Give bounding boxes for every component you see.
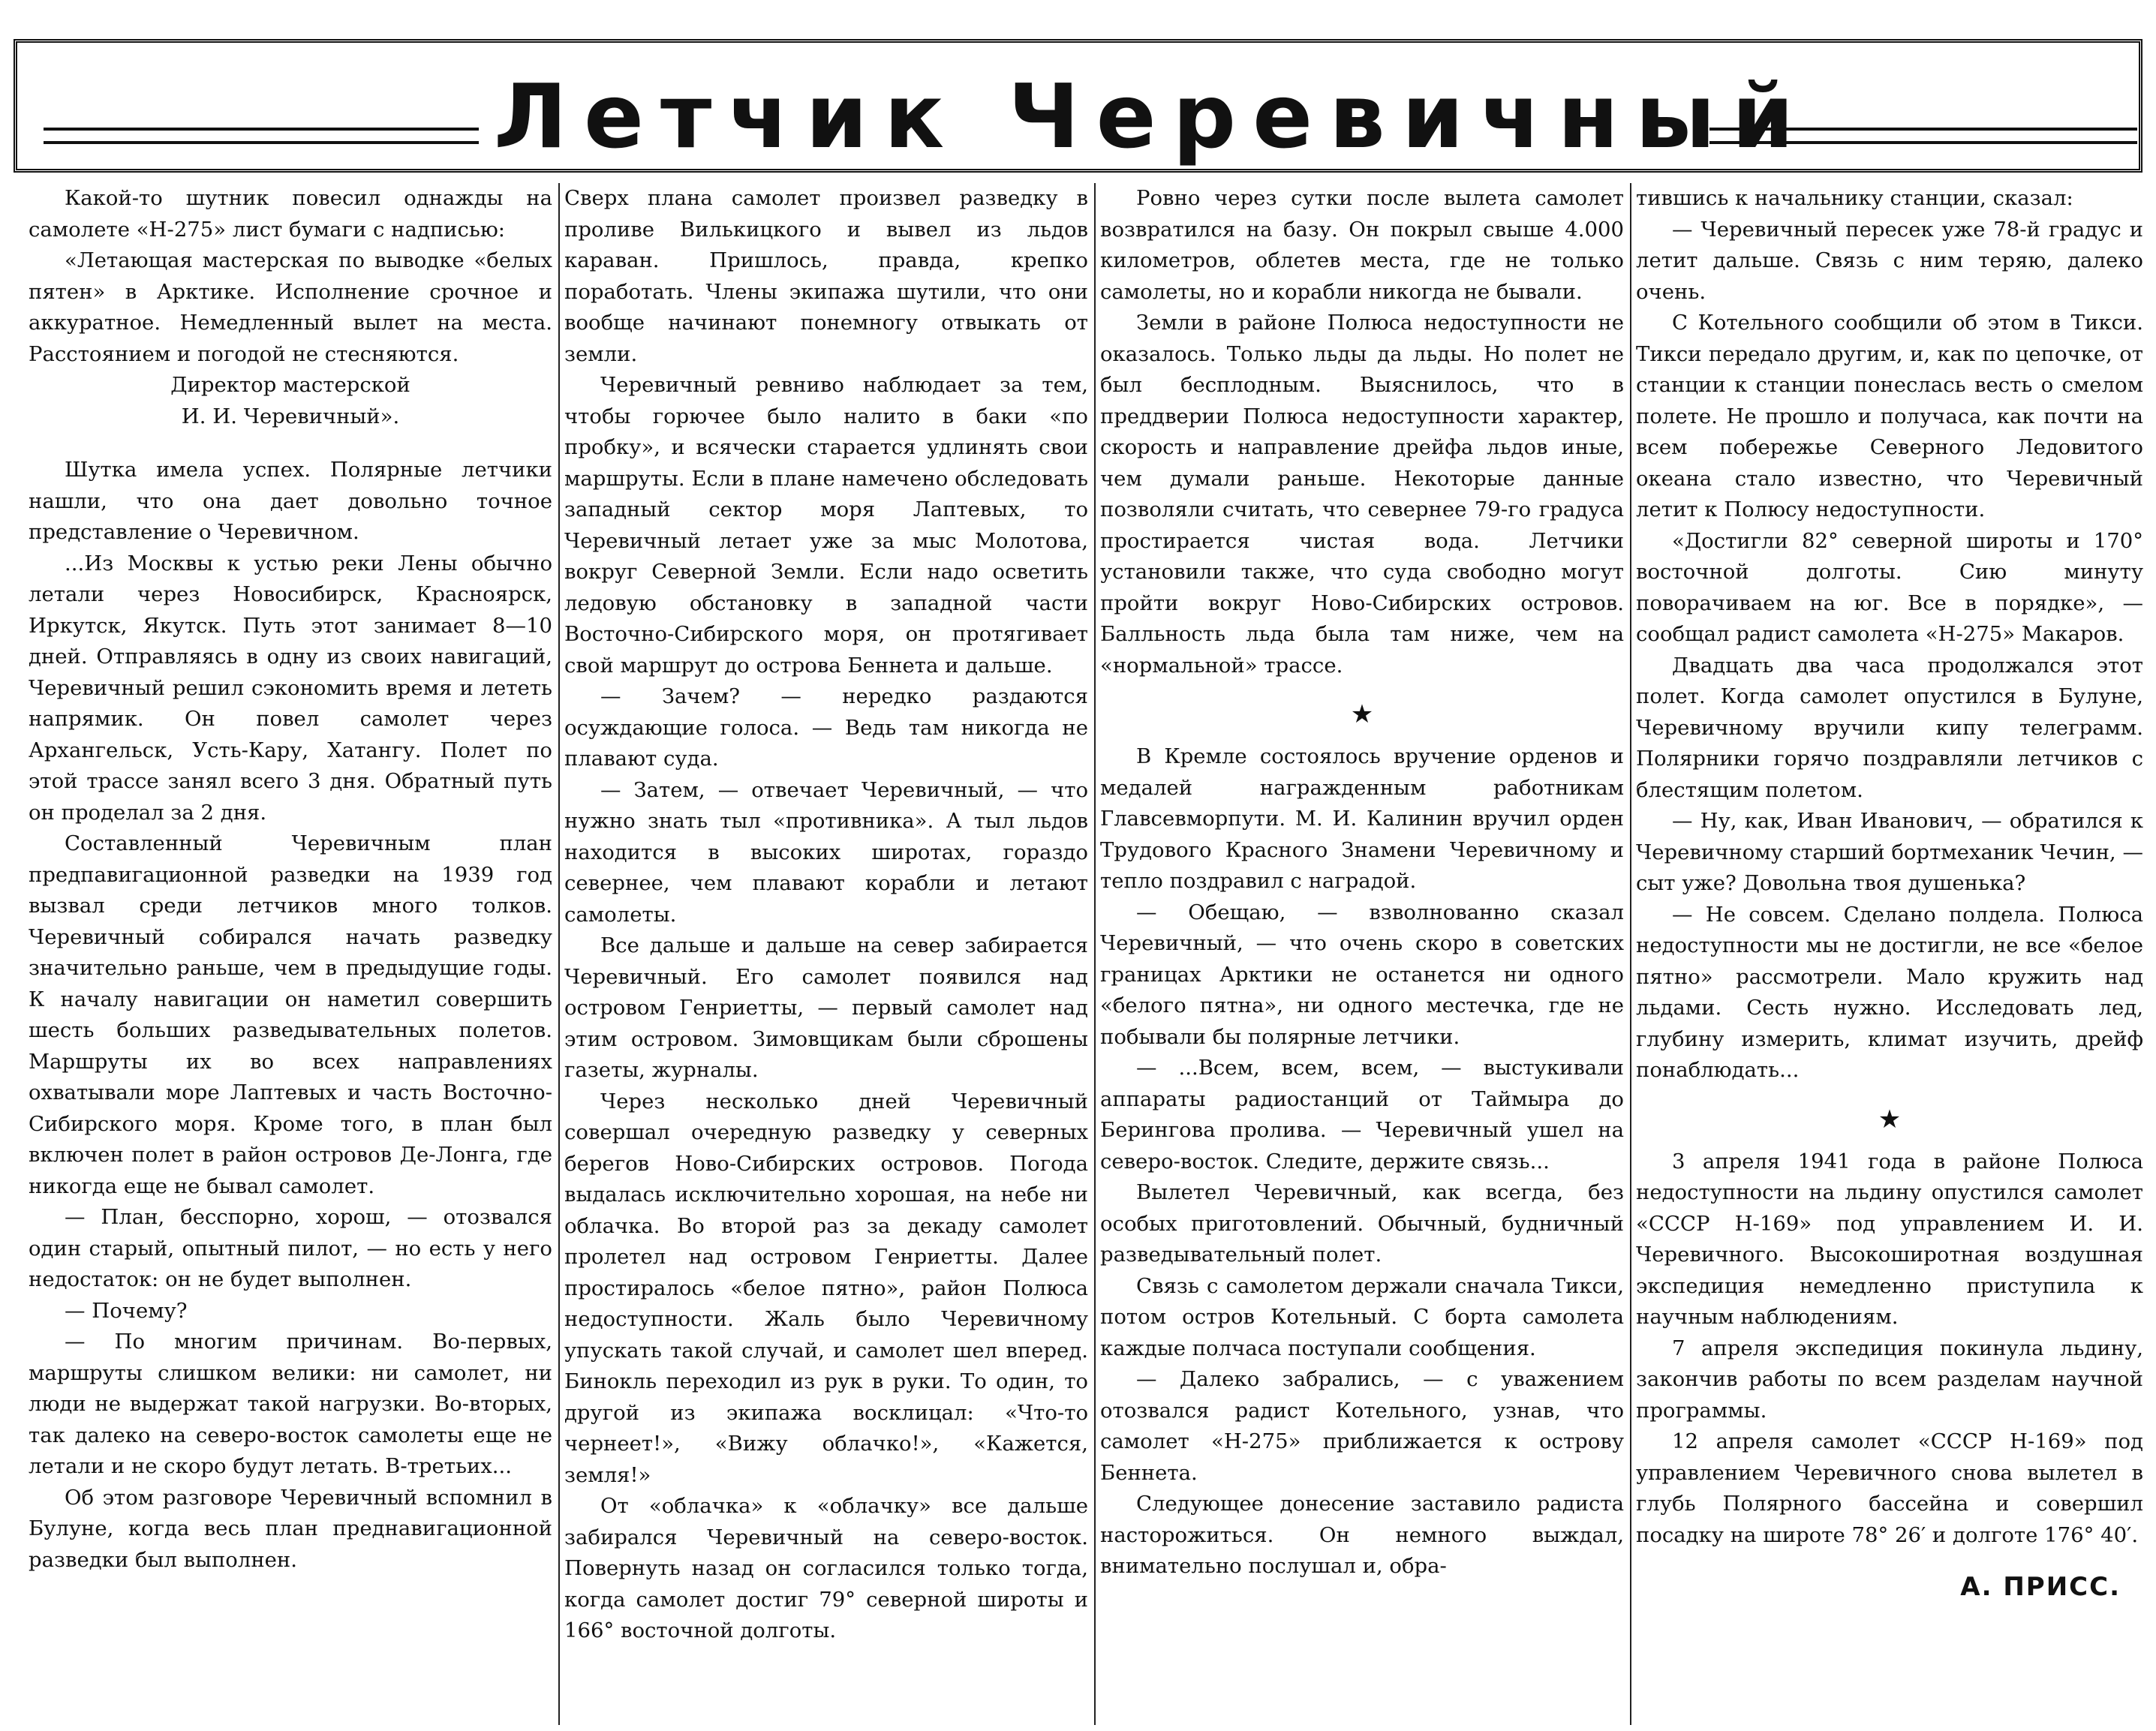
author-byline: А. ПРИСС.: [1960, 1572, 2121, 1602]
paragraph: 3 апреля 1941 года в районе Полюса недоступности на льдину опустился самолет «СССР Н-169» под управлением И. И. Черевичного. Высокоширотная воздушная экспедиция немедленно приступила к научным наблюдениям.: [1636, 1149, 2143, 1329]
paragraph: Все дальше и дальше на север забирается Черевичный. Его самолет появился над островом Генриетты, — первый самолет над этим островом. Зимовщикам были сброшены газеты, журналы.: [564, 933, 1088, 1082]
paragraph: Ровно через сутки после вылета самолет возвратился на базу. Он покрыл свыше 4.000 километров, облетев места, где не только самолеты, но и корабли никогда не бывали.: [1100, 186, 1624, 304]
column-divider: [1630, 183, 1631, 1725]
paragraph: «Достигли 82° северной широты и 170° восточной долготы. Сию минуту поворачиваем на юг. Все в порядке», — сообщал радист самолета «Н-275» Макаров.: [1636, 528, 2143, 646]
paragraph: — Обещаю, — взволнованно сказал Черевичный, — что очень скоро в советских границах Арктики не останется ни одного «белого пятна», ни одного местечка, где не побывали бы полярные летчики.: [1100, 900, 1624, 1049]
paragraph: — Почему?: [65, 1298, 188, 1323]
title-rule-right: [1709, 128, 2137, 144]
paragraph: — Далеко забрались, — с уважением отозвался радист Котельного, узнав, что самолет «Н-275» приближается к острову Беннета.: [1100, 1367, 1624, 1485]
paragraph: — Зачем? — нередко раздаются осуждающие голоса. — Ведь там никогда не плавают суда.: [564, 684, 1088, 771]
article-title: Летчик Черевичный: [494, 65, 1811, 168]
paragraph: — План, бесспорно, хорош, — отозвался один старый, опытный пилот, — но есть у него недостаток: он не будет выполнен.: [29, 1205, 552, 1291]
paragraph: — По многим причинам. Во-первых, маршруты слишком велики: ни самолет, ни люди не выдержат такой нагрузки. Во-вторых, так далеко на северо-восток самолеты еще не летали и не скоро будут летать. В-третьих...: [29, 1330, 552, 1478]
paragraph: — Затем, — отвечает Черевичный, — что нужно знать тыл «противника». А тыл льдов находится в высоких широтах, гораздо севернее, чем плавают корабли и летают самолеты.: [564, 777, 1088, 927]
paragraph: С Котельного сообщили об этом в Тикси. Тикси передало другим, и, как по цепочке, от станции к станции понеслась весть о смелом полете. Не прошло и получаса, как почти на всем побережье Северного Ледовитого океана стало известно, что Черевичный летит к Полюсу недоступности.: [1636, 311, 2143, 521]
signature-name: И. И. Черевичный».: [181, 404, 400, 428]
paragraph: тившись к начальнику станции, сказал:: [1636, 186, 2073, 210]
paragraph: В Кремле состоялось вручение орденов и медалей награжденным работникам Главсевморпути. М. И. Калинин вручил орден Трудового Красного Знамени Черевичному и тепло поздравил с наградой.: [1100, 744, 1624, 893]
paragraph: — Не совсем. Сделано полдела. Полюса недоступности мы не достигли, не все «белое пятно» рассмотрели. Мало кружить над льдами. Сесть нужно. Исследовать лед, глубину измерить, климат изучить, дрейф понаблюдать...: [1636, 902, 2143, 1082]
paragraph: 12 апреля самолет «СССР Н-169» под управлением Черевичного снова вылетел в глубь Полярного бассейна и совершил посадку на широте 78° 26′ и долготе 176° 40′.: [1636, 1429, 2143, 1547]
paragraph: ...Из Москвы к устью реки Лены обычно летали через Новосибирск, Красноярск, Иркутск, Якутск. Путь этот занимает 8—10 дней. Отправляясь в одну из своих навигаций, Черевичный решил сэкономить время и лететь напрямик. Он повел самолет через Архангельск, Усть-Кару, Хатангу. Полет по этой трассе занял всего 3 дня. Обратный путь он проделал за 2 дня.: [29, 551, 552, 825]
paragraph: Связь с самолетом держали сначала Тикси, потом остров Котельный. С борта самолета каждые полчаса поступали сообщения.: [1100, 1273, 1624, 1360]
column-divider: [1094, 183, 1096, 1725]
paragraph: Какой-то шутник повесил однажды на самолете «Н-275» лист бумаги с надписью:: [29, 186, 552, 242]
headline-bar: [14, 39, 2142, 173]
paragraph: Составленный Черевичным план предпавигационной разведки на 1939 год вызвал среди летчиков много толков. Черевичный собирался начать разведку значительно раньше, чем в предыдущие годы. К началу навигации он наметил совершить шесть больших разведывательных полетов. Маршруты их во всех направлениях охватывали море Лаптевых и часть Восточно-Сибирского моря. Кроме того, в план был включен полет в район островов Де-Лонга, где никогда еще не бывал самолет.: [29, 831, 552, 1198]
paragraph: Шутка имела успех. Полярные летчики нашли, что она дает довольно точное представление о Черевичном.: [29, 458, 552, 544]
column-2: [564, 183, 1088, 1725]
column-1: [29, 183, 552, 1725]
paragraph: — Ну, как, Иван Иванович, — обратился к Черевичному старший бортмеханик Чечин, — сыт уже? Довольна твоя душенька?: [1636, 809, 2143, 895]
paragraph: От «облачка» к «облачку» все дальше забирался Черевичный на северо-восток. Повернуть назад он согласился только тогда, когда самолет достиг 79° северной широты и 166° восточной долготы.: [564, 1494, 1088, 1642]
signature-title: Директор мастерской: [170, 373, 410, 397]
section-star-icon: ★: [1878, 1104, 1902, 1134]
title-rule-left: [44, 128, 479, 144]
column-3: [1100, 183, 1624, 1725]
paragraph: Сверх плана самолет произвел разведку в проливе Вилькицкого и вывел из льдов караван. Пришлось, правда, крепко поработать. Члены экипажа шутили, что они вообще начинают понемногу отвыкать от земли.: [564, 186, 1088, 366]
paragraph: — Черевичный пересек уже 78-й градус и летит дальше. Связь с ним теряю, далеко очень.: [1636, 217, 2143, 304]
paragraph: Земли в районе Полюса недоступности не оказалось. Только льды да льды. Но полет не был бесплодным. Выяснилось, что в преддверии Полюса недоступности характер, скорость и направление дрейфа льдов иные, чем думали раньше. Некоторые данные позволяли считать, что севернее 79-го градуса простирается чистая вода. Летчики установили также, что суда свободно могут пройти вокруг Ново-Сибирских островов. Балльность льда была там ниже, чем на «нормальной» трассе.: [1100, 311, 1624, 678]
paragraph: Двадцать два часа продолжался этот полет. Когда самолет опустился в Булуне, Черевичному вручили кипу телеграмм. Полярники горячо поздравляли летчиков с блестящим полетом.: [1636, 653, 2143, 802]
column-4: [1636, 183, 2143, 1725]
paragraph: Следующее донесение заставило радиста насторожиться. Он немного выждал, внимательно послушал и, обра-: [1100, 1492, 1624, 1578]
column-divider: [558, 183, 560, 1725]
paragraph: Об этом разговоре Черевичный вспомнил в Булуне, когда весь план преднавигационной разведки был выполнен.: [29, 1485, 552, 1572]
paragraph: — ...Всем, всем, всем, — выстукивали аппараты радиостанций от Таймыра до Берингова пролива. — Черевичный ушел на северо-восток. Следите, держите связь...: [1100, 1056, 1624, 1174]
paragraph: Черевичный ревниво наблюдает за тем, чтобы горючее было налито в баки «по пробку», и всячески старается удлинять свои маршруты. Если в плане намечено обследовать западный сектор моря Лаптевых, то Черевичный летает уже за мыс Молотова, вокруг Северной Земли. Если надо осветить ледовую обстановку в западной части Восточно-Сибирского моря, он протягивает свой маршрут до острова Беннета и дальше.: [564, 373, 1088, 678]
paragraph: Вылетел Черевичный, как всегда, без особых приготовлений. Обычный, будничный разведывательный полет.: [1100, 1180, 1624, 1267]
paragraph: «Летающая мастерская по выводке «белых пятен» в Арктике. Исполнение срочное и аккуратное. Немедленный вылет на места. Расстоянием и погодой не стесняются.: [29, 248, 552, 366]
paragraph: Через несколько дней Черевичный совершал очередную разведку у северных берегов Ново-Сибирских островов. Погода выдалась исключительно хорошая, на небе ни облачка. Во второй раз за декаду самолет пролетел над островом Генриетты. Далее простиралось «белое пятно», район Полюса недоступности. Жаль было Черевичному упускать такой случай, и самолет шел вперед. Бинокль переходил из рук в руки. То один, то другой из экипажа восклицал: «Что-то чернеет!», «Вижу облачко!», «Кажется, земля!»: [564, 1089, 1088, 1487]
paragraph: 7 апреля экспедиция покинула льдину, закончив работы по всем разделам научной программы.: [1636, 1336, 2143, 1423]
section-star-icon: ★: [1350, 699, 1374, 729]
